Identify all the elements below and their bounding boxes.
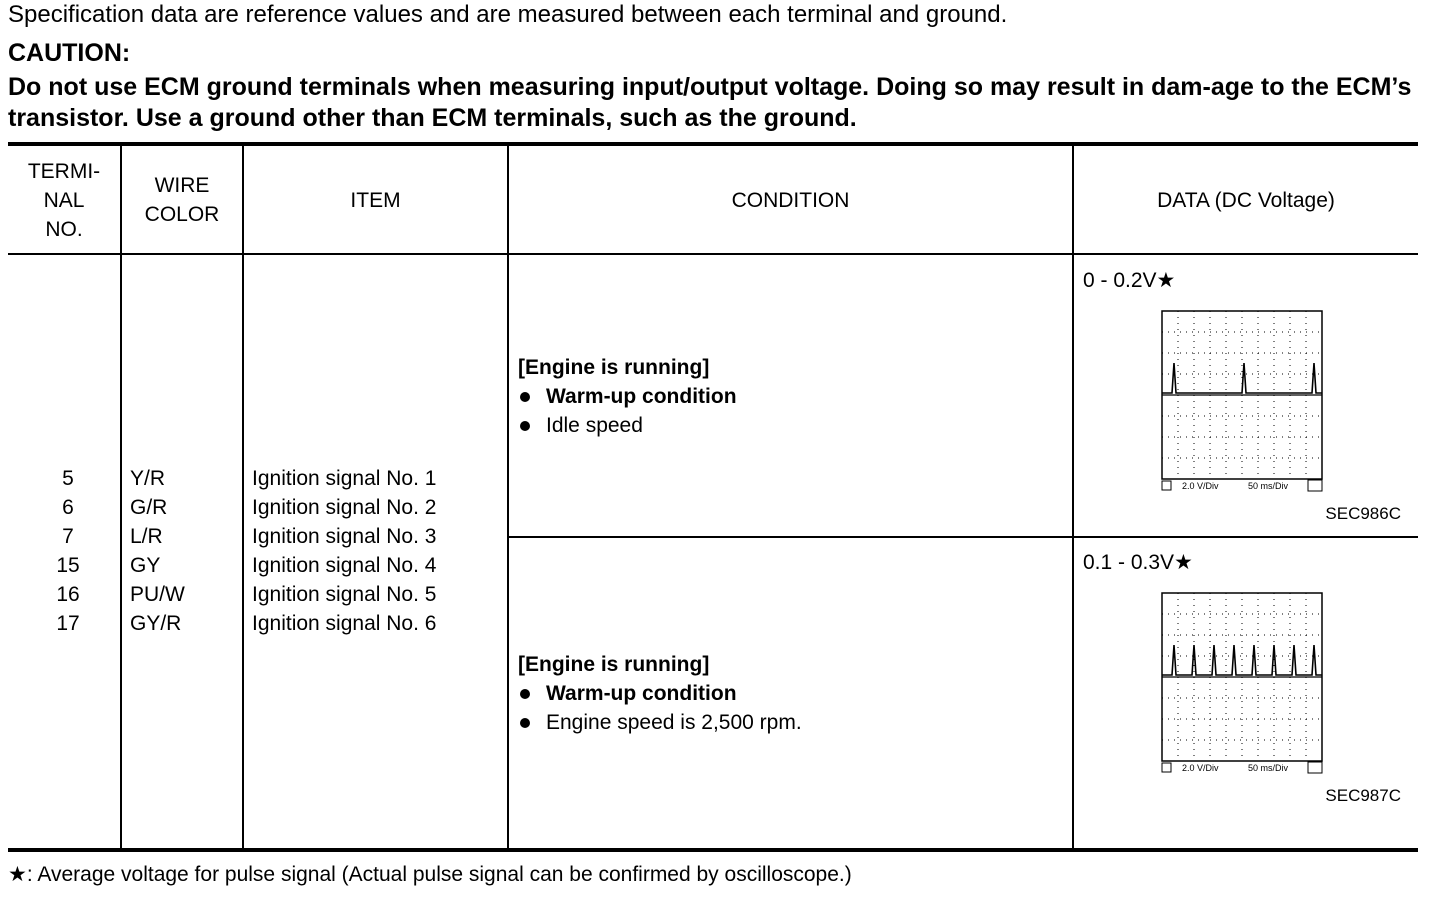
wire-color-list bbox=[130, 464, 185, 638]
header-condition: CONDITION bbox=[731, 188, 850, 212]
condition-idle bbox=[518, 353, 737, 440]
wire-color: GY/R bbox=[130, 612, 182, 635]
item-name: Ignition signal No. 3 bbox=[252, 525, 437, 548]
terminal-no: 16 bbox=[56, 583, 80, 606]
condition-title: [Engine is running] bbox=[518, 653, 710, 676]
terminal-no: 17 bbox=[56, 612, 80, 635]
caution-title: CAUTION: bbox=[8, 39, 131, 67]
figure-id: SEC986C bbox=[1325, 504, 1401, 523]
condition-bullet: Engine speed is 2,500 rpm. bbox=[546, 711, 802, 734]
header-wire-color bbox=[122, 146, 242, 254]
condition-2500rpm bbox=[518, 650, 802, 737]
terminal-no: 5 bbox=[62, 467, 74, 490]
item-name: Ignition signal No. 1 bbox=[252, 467, 437, 490]
voltage-value: 0 - 0.2V★ bbox=[1083, 269, 1176, 292]
scope-corner-box bbox=[1308, 480, 1322, 491]
header-line: TERMI- bbox=[27, 159, 101, 183]
header-item: ITEM bbox=[350, 188, 401, 212]
header-line: COLOR bbox=[144, 203, 220, 226]
bullet-icon bbox=[520, 421, 530, 431]
figure-id: SEC987C bbox=[1325, 786, 1401, 805]
item-name: Ignition signal No. 4 bbox=[252, 554, 437, 577]
header-terminal-no bbox=[8, 146, 120, 254]
row-divider bbox=[508, 536, 1418, 538]
oscilloscope-waveform bbox=[1160, 309, 1324, 493]
scope-time-div-label: 50 ms/Div bbox=[1248, 481, 1289, 491]
scope-volt-div-label: 2.0 V/Div bbox=[1182, 763, 1219, 773]
terminal-no: 7 bbox=[62, 525, 74, 548]
header-data: DATA (DC Voltage) bbox=[1157, 188, 1335, 212]
terminal-no: 15 bbox=[56, 554, 80, 577]
terminal-no: 6 bbox=[62, 496, 74, 519]
voltage-value: 0.1 - 0.3V★ bbox=[1083, 551, 1193, 574]
terminal-list bbox=[8, 464, 128, 638]
scope-corner-box bbox=[1308, 762, 1322, 773]
scope-marker-icon bbox=[1162, 763, 1171, 772]
footnote: ★: Average voltage for pulse signal (Actual pulse signal can be confirmed by oscilloscope.) bbox=[8, 863, 852, 886]
condition-bullet: Warm-up condition bbox=[546, 385, 737, 408]
item-list bbox=[252, 464, 436, 638]
condition-bullet: Idle speed bbox=[546, 414, 643, 437]
item-name: Ignition signal No. 5 bbox=[252, 583, 437, 606]
intro-text: Specification data are reference values and are measured between each terminal and ground. bbox=[8, 1, 1008, 28]
scope-volt-div-label: 2.0 V/Div bbox=[1182, 481, 1219, 491]
wire-color: G/R bbox=[130, 496, 168, 519]
header-line: NO. bbox=[45, 217, 83, 241]
header-line: WIRE bbox=[154, 174, 210, 197]
caution-body: Do not use ECM ground terminals when measuring input/output voltage. Doing so may result in dam-age to the ECM’s transistor. Use a ground other than ECM terminals, such as the ground. bbox=[8, 73, 1412, 132]
condition-bullet: Warm-up condition bbox=[546, 682, 737, 705]
wire-color: GY bbox=[130, 554, 161, 577]
wire-color: Y/R bbox=[130, 467, 166, 490]
bullet-icon bbox=[520, 718, 530, 728]
wire-color: PU/W bbox=[130, 583, 185, 606]
item-name: Ignition signal No. 6 bbox=[252, 612, 437, 635]
scope-time-div-label: 50 ms/Div bbox=[1248, 763, 1289, 773]
bullet-icon bbox=[520, 689, 530, 699]
oscilloscope-waveform bbox=[1160, 591, 1324, 775]
bullet-icon bbox=[520, 392, 530, 402]
wire-color: L/R bbox=[130, 525, 163, 548]
header-line: NAL bbox=[43, 188, 85, 212]
scope-marker-icon bbox=[1162, 481, 1171, 490]
condition-title: [Engine is running] bbox=[518, 356, 710, 379]
table-bottom-rule bbox=[8, 848, 1418, 852]
item-name: Ignition signal No. 2 bbox=[252, 496, 437, 519]
